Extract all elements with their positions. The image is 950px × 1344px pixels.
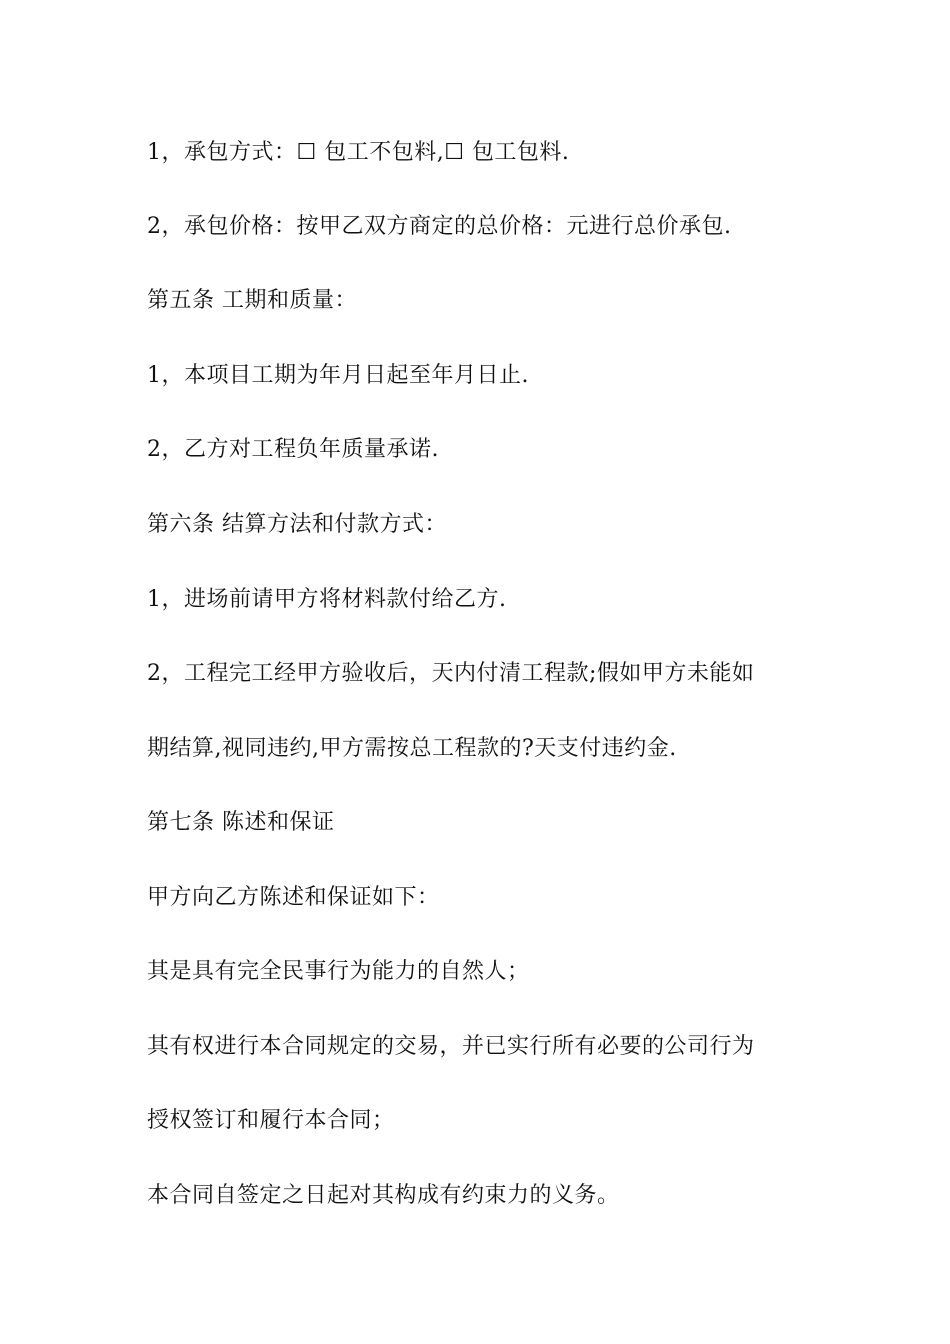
contract-clause-line: 2，承包价格：按甲乙双方商定的总价格：元进行总价承包.: [147, 214, 732, 239]
section-heading: 第六条 结算方法和付款方式：: [147, 512, 447, 537]
contract-clause-line: 甲方向乙方陈述和保证如下：: [147, 885, 440, 910]
contract-clause-line: 1，本项目工期为年月日起至年月日止.: [147, 363, 529, 388]
section-heading: 第五条 工期和质量：: [147, 288, 357, 313]
contract-clause-line: 2，工程完工经甲方验收后，天内付清工程款;假如甲方未能如: [147, 661, 755, 686]
contract-clause-line: 1，承包方式：☐ 包工不包料,☐ 包工包料.: [147, 140, 570, 165]
contract-clause-line: 其有权进行本合同规定的交易，并已实行所有必要的公司行为: [147, 1034, 755, 1059]
contract-clause-line: 本合同自签定之日起对其构成有约束力的义务。: [147, 1183, 620, 1208]
contract-clause-line: 授权签订和履行本合同；: [147, 1108, 395, 1133]
contract-clause-line: 期结算,视同违约,甲方需按总工程款的?天支付违约金.: [147, 736, 677, 761]
contract-clause-line: 其是具有完全民事行为能力的自然人；: [147, 959, 530, 984]
contract-clause-line: 1，进场前请甲方将材料款付给乙方.: [147, 587, 507, 612]
section-heading: 第七条 陈述和保证: [147, 810, 335, 835]
contract-clause-line: 2，乙方对工程负年质量承诺.: [147, 437, 439, 462]
